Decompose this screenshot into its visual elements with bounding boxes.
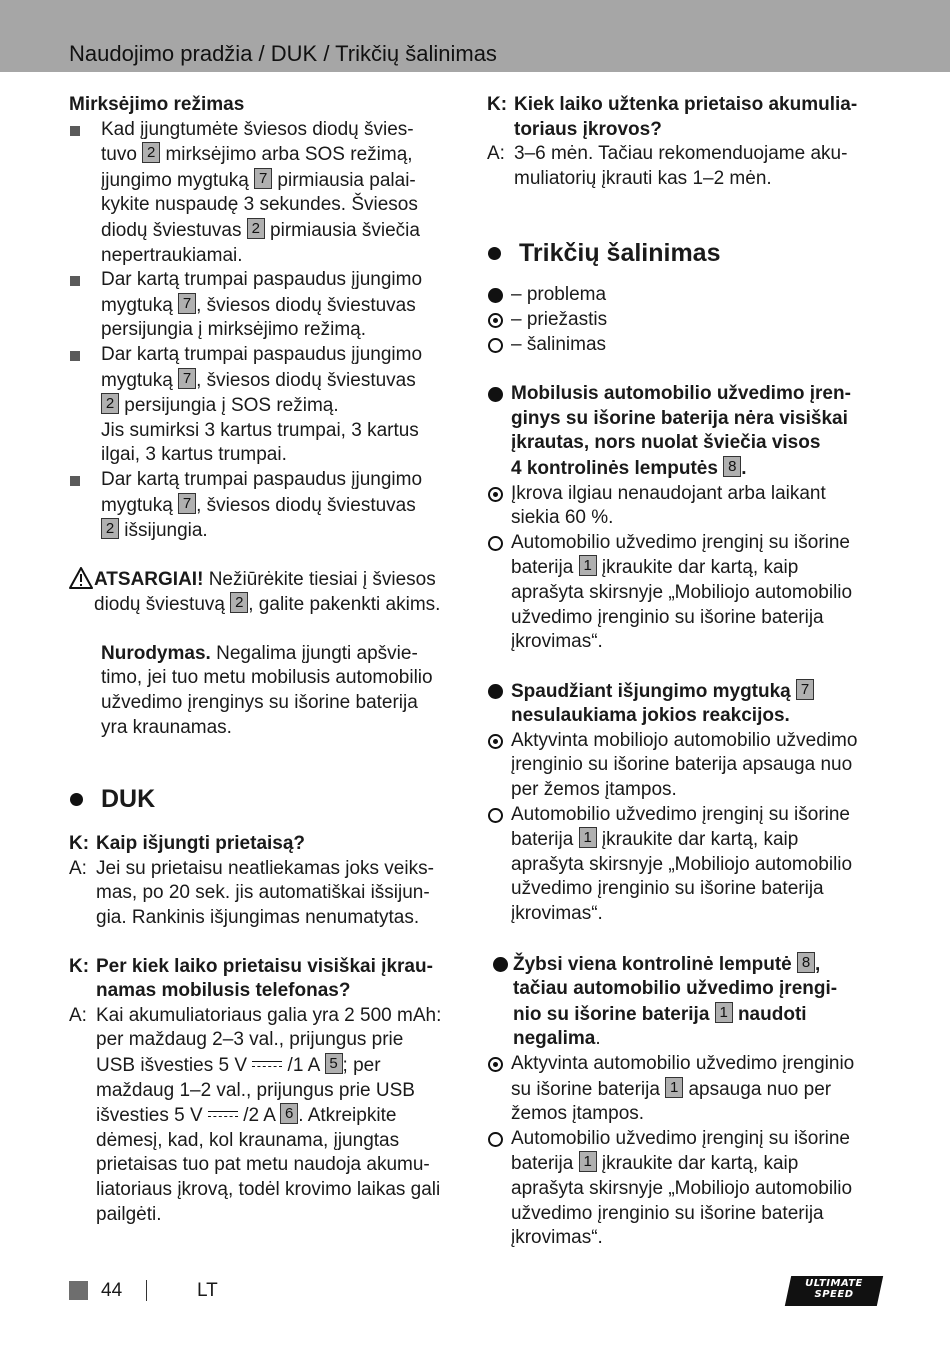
troubleshooting-heading: Trikčių šalinimas <box>487 238 882 268</box>
problem-icon <box>493 957 508 972</box>
part-ref-badge: 8 <box>797 952 815 973</box>
problem-item: Mobilusis automobilio užvedimo įren- ginys su išorine baterija nėra visiškai įkrautas, nors nuolat šviečia visos 4 kontrolinės lemputės 8 . <box>487 382 882 481</box>
part-ref-badge: 2 <box>142 142 160 163</box>
faq-answer: A: Jei su prietaisu neatliekamas joks veiks- mas, po 20 sek. jis automatiškai išsijun- gia. Rankinis išjungimas nenumatytas. <box>69 857 434 929</box>
legend-problem: – problema <box>487 283 882 308</box>
dc-symbol-icon <box>252 1061 282 1069</box>
note-label: Nurodymas. <box>101 642 211 664</box>
part-ref-badge: 7 <box>254 168 272 189</box>
cause-item: Aktyvinta automobilio užvedimo įrenginio su išorine baterija 1 apsauga nuo per žemos įtampos. <box>487 1052 882 1127</box>
right-column <box>487 93 882 1251</box>
faq-answer: A: 3–6 mėn. Tačiau rekomenduojame aku- muliatorių įkrauti kas 1–2 mėn. <box>487 143 848 189</box>
part-ref-badge: 1 <box>579 555 597 576</box>
note-block: Nurodymas. Negalima įjungti apšvie- timo, jei tuo metu mobilusis automobilio užvedimo įrenginys su išorine baterija yra kraunamas. <box>101 642 433 738</box>
cause-icon <box>488 1057 503 1072</box>
cause-icon <box>488 313 503 328</box>
fix-item: Automobilio užvedimo įrenginį su išorine baterija 1 įkraukite dar kartą, kaip aprašyta skirsnyje „Mobiliojo automobilio užvedimo įrenginio su išorine baterija įkrovimas“. <box>487 803 882 927</box>
cause-icon <box>488 487 503 502</box>
fix-icon <box>488 338 503 353</box>
problem-icon <box>488 684 503 699</box>
part-ref-badge: 1 <box>579 827 597 848</box>
square-bullet-icon <box>70 476 80 486</box>
part-ref-badge: 1 <box>715 1002 733 1023</box>
cause-item: Įkrova ilgiau nenaudojant arba laikant siekia 60 %. <box>487 482 882 531</box>
warning-triangle-icon <box>69 567 93 589</box>
faq-answer: A: Kai akumuliatoriaus galia yra 2 500 mAh: per maždaug 2–3 val., prijungus prie USB išvesties 5 V /1 A 5 ; per maždaug 1–2 val., prijungus prie USB išvesties 5 V /2 A 6 . Atkreipkite dėmesį, kad, kol kraunama, įjungtas prietaisas tuo pat metu naudoja akumu- liatoriaus įkrovą, todėl krovimo laikas gali pailgėti. <box>69 1004 442 1225</box>
language-code: LT <box>197 1280 218 1301</box>
fix-icon <box>488 1132 503 1147</box>
problem-icon <box>488 387 503 402</box>
footer-divider <box>146 1280 147 1301</box>
fix-item: Automobilio užvedimo įrenginį su išorine baterija 1 įkraukite dar kartą, kaip aprašyta skirsnyje „Mobiliojo automobilio užvedimo įrenginio su išorine baterija įkrovimas“. <box>487 1127 882 1251</box>
fix-icon <box>488 536 503 551</box>
page-number: 44 <box>101 1280 123 1301</box>
warning-block: ATSARGIAI! Nežiūrėkite tiesiai į šviesos diodų šviestuvą 2 , galite pakenkti akims. <box>69 568 464 618</box>
filled-dot-icon <box>488 247 501 260</box>
cause-item: Aktyvinta mobiliojo automobilio užvedimo įrenginio su išorine baterija apsauga nuo per žemos įtampos. <box>487 729 882 803</box>
filled-dot-icon <box>70 793 83 806</box>
square-bullet-icon <box>70 276 80 286</box>
fix-icon <box>488 808 503 823</box>
page-title: Naudojimo pradžia / DUK / Trikčių šalinimas <box>69 41 497 66</box>
left-column <box>69 93 464 1227</box>
legend-cause: – priežastis <box>487 308 882 333</box>
faq-heading: DUK <box>69 784 464 814</box>
problem-item: Žybsi viena kontrolinė lemputė 8 , tačiau automobilio užvedimo įrengi- nio su išorine baterija 1 naudoti negalima. <box>487 952 882 1052</box>
fix-item: Automobilio užvedimo įrenginį su išorine baterija 1 įkraukite dar kartą, kaip aprašyta skirsnyje „Mobiliojo automobilio užvedimo įrenginio su išorine baterija įkrovimas“. <box>487 531 882 655</box>
square-bullet-icon <box>70 351 80 361</box>
list-item: Kad įjungtumėte šviesos diodų švies- tuvo 2 mirksėjimo arba SOS režimą, įjungimo mygtuką 7 pirmiausia palai- kykite nuspaudę 3 sekundes. Šviesos diodų šviestuvas 2 pirmiausia šviečia nepertraukiamai. <box>69 118 464 269</box>
list-item: Dar kartą trumpai paspaudus įjungimo mygtuką 7 , šviesos diodų šviestuvas 2 persijungia į SOS režimą. Jis sumirksi 3 kartus trumpai, 3 kartus ilgai, 3 kartus trumpai. <box>69 343 464 468</box>
part-ref-badge: 7 <box>178 293 196 314</box>
blink-mode-heading: Mirksėjimo režimas <box>69 94 245 115</box>
part-ref-badge: 7 <box>796 679 814 700</box>
part-ref-badge: 2 <box>101 393 119 414</box>
problem-item: Spaudžiant išjungimo mygtuką 7 nesulaukiama jokios reakcijos. <box>487 679 882 729</box>
faq-question: K: Kiek laiko užtenka prietaiso akumulia- toriaus įkrovos? <box>487 94 858 140</box>
square-bullet-icon <box>70 126 80 136</box>
part-ref-badge: 7 <box>178 368 196 389</box>
list-item: Dar kartą trumpai paspaudus įjungimo mygtuką 7 , šviesos diodų šviestuvas 2 išsijungia. <box>69 468 464 544</box>
part-ref-badge: 7 <box>178 493 196 514</box>
legend-fix: – šalinimas <box>487 333 882 358</box>
dc-symbol-icon <box>208 1111 238 1119</box>
footer-square-icon <box>69 1281 88 1300</box>
list-item: Dar kartą trumpai paspaudus įjungimo mygtuką 7 , šviesos diodų šviestuvas persijungia į mirksėjimo režimą. <box>69 268 464 343</box>
part-ref-badge: 5 <box>325 1053 343 1074</box>
part-ref-badge: 1 <box>665 1077 683 1098</box>
cause-icon <box>488 734 503 749</box>
faq-question: K: Kaip išjungti prietaisą? <box>69 833 306 855</box>
brand-logo-text: ULTIMATE SPEED <box>805 1278 863 1300</box>
problem-icon <box>488 288 503 303</box>
part-ref-badge: 2 <box>247 218 265 239</box>
part-ref-badge: 6 <box>280 1103 298 1124</box>
warning-label: ATSARGIAI! <box>94 568 204 590</box>
part-ref-badge: 1 <box>579 1151 597 1172</box>
faq-question: K: Per kiek laiko prietaisu visiškai įkrau- namas mobilusis telefonas? <box>69 955 433 1002</box>
part-ref-badge: 2 <box>230 592 248 613</box>
part-ref-badge: 2 <box>101 518 119 539</box>
part-ref-badge: 8 <box>723 456 741 477</box>
page-header <box>0 0 950 72</box>
